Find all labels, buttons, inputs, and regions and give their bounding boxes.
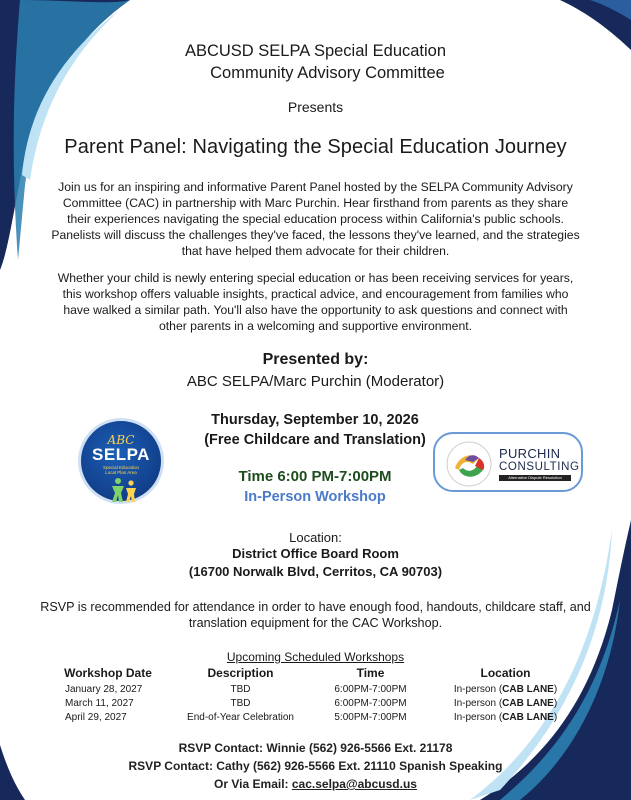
selpa-logo-abc: ABC — [107, 433, 135, 447]
contacts-block — [0, 739, 631, 793]
rsvp-note: RSVP is recommended for attendance in order to have enough food, handouts, childcare staff, and translation equipment for the CAC Workshop. — [40, 600, 591, 630]
selpa-logo-subtitle — [81, 465, 161, 475]
schedule-heading-text: Upcoming Scheduled Workshops — [226, 650, 405, 664]
event-date: Thursday, September 10, 2026 — [211, 412, 419, 428]
children-figures-icon — [104, 477, 144, 503]
location-address: (16700 Norwalk Blvd, Cerritos, CA 90703) — [188, 564, 443, 579]
location-label: Location: — [289, 530, 342, 545]
presenter-name: ABC SELPA/Marc Purchin (Moderator) — [186, 373, 445, 390]
purchin-logo-consulting: CONSULTING — [499, 461, 580, 473]
event-time: Time 6:00 PM-7:00PM — [238, 468, 392, 485]
row-date: January 28, 2027 — [65, 683, 143, 695]
purchin-logo-name: PURCHIN — [499, 446, 561, 461]
schedule-table — [48, 665, 583, 724]
rsvp-contact-cathy: RSVP Contact: Cathy (562) 926-5566 Ext. 21110 Spanish Speaking — [128, 759, 503, 773]
table-row — [48, 682, 583, 696]
column-header: Workshop Date — [64, 666, 152, 680]
column-header: Location — [480, 666, 531, 680]
intro-paragraph: Join us for an inspiring and informative Parent Panel hosted by the SELPA Community Advisory Committee (CAC) in partnership with Marc Purchin. Hear firsthand from parents as they share their experiences navigating the special education process within California's public schools. Panelists will discuss the challenges they've faced, the lessons they've learned, and the strategies that have helped them advocate for their children. — [51, 180, 580, 258]
purchin-logo-tagline: Alternative Dispute Resolution — [499, 475, 571, 481]
row-location — [428, 710, 583, 724]
row-location-suffix: ) — [553, 711, 558, 723]
selpa-logo — [78, 418, 164, 504]
row-location-room: CAB LANE — [502, 683, 554, 695]
row-time: 6:00PM-7:00PM — [334, 697, 407, 709]
rsvp-email-line — [0, 775, 631, 793]
column-header: Time — [356, 666, 385, 680]
row-location-prefix: In-person ( — [453, 697, 503, 709]
schedule-header-row — [48, 665, 583, 682]
hands-circle-icon — [445, 440, 493, 488]
organization-name — [0, 40, 631, 84]
row-location-suffix: ) — [553, 683, 558, 695]
row-time: 5:00PM-7:00PM — [334, 711, 407, 723]
row-date: March 11, 2027 — [65, 697, 134, 709]
row-time: 6:00PM-7:00PM — [334, 683, 407, 695]
row-location — [428, 682, 583, 696]
row-date: April 29, 2027 — [65, 711, 127, 723]
presents-label: Presents — [287, 99, 344, 115]
details-paragraph: Whether your child is newly entering special education or has been receiving services for years, this workshop offers valuable insights, practical advice, and encouragement from families who have walked a similar path. You'll also have the opportunity to ask questions and connect with other parents in a welcoming and supportive environment. — [57, 271, 574, 333]
row-location-prefix: In-person ( — [453, 683, 503, 695]
rsvp-email-prefix: Or Via Email: — [214, 777, 292, 791]
column-header: Description — [207, 666, 274, 680]
selpa-logo-sub-1: Special Education — [102, 465, 140, 470]
row-description: End-of-Year Celebration — [187, 711, 294, 723]
row-location-room: CAB LANE — [502, 711, 554, 723]
event-mode: In-Person Workshop — [244, 489, 386, 505]
location-name: District Office Board Room — [232, 546, 399, 561]
row-location-suffix: ) — [553, 697, 558, 709]
presented-by-label: Presented by: — [262, 351, 369, 368]
event-note: (Free Childcare and Translation) — [204, 432, 426, 448]
row-description: TBD — [230, 683, 251, 695]
table-row — [48, 710, 583, 724]
row-description: TBD — [230, 697, 251, 709]
org-line-1: ABCUSD SELPA Special Education — [184, 42, 447, 60]
org-line-2: Community Advisory Committee — [210, 64, 445, 82]
rsvp-contact-winnie: RSVP Contact: Winnie (562) 926-5566 Ext. 21178 — [178, 741, 453, 755]
rsvp-email-link[interactable]: cac.selpa@abcusd.us — [291, 777, 417, 791]
event-date-block — [185, 410, 445, 450]
row-location-prefix: In-person ( — [453, 711, 503, 723]
row-location — [428, 696, 583, 710]
event-title: Parent Panel: Navigating the Special Education Journey — [64, 136, 567, 158]
selpa-logo-name: SELPA — [92, 445, 150, 464]
schedule-heading — [0, 650, 631, 664]
purchin-consulting-logo — [433, 432, 583, 492]
table-row — [48, 696, 583, 710]
row-location-room: CAB LANE — [502, 697, 554, 709]
selpa-logo-sub-2: Local Plan Area — [105, 470, 137, 475]
